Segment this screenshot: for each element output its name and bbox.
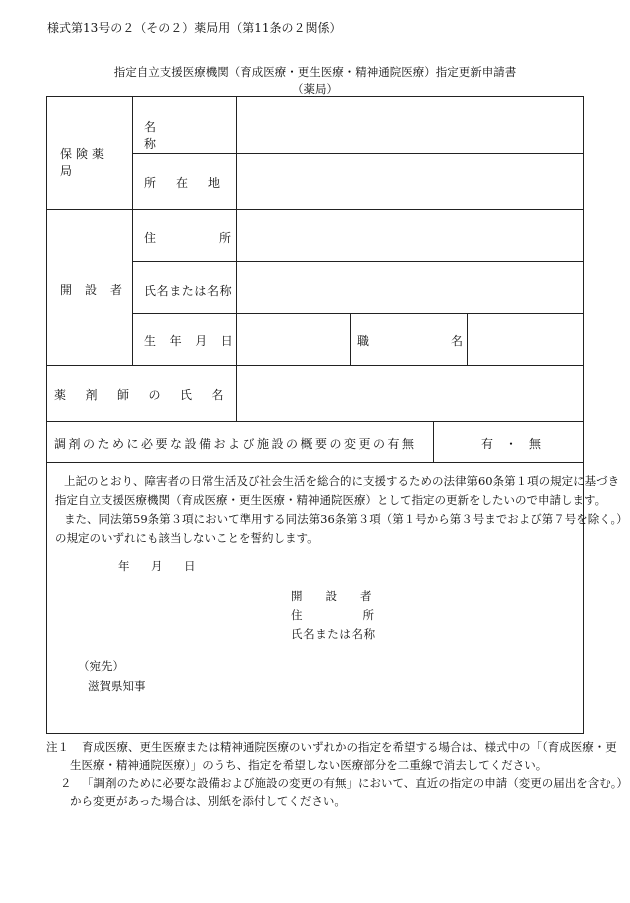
note-marker: ２: [60, 776, 72, 790]
note-line: 「調剤のために必要な設備および施設の変更の有無」において、直近の指定の申請（変更の届出を含む。）: [82, 776, 629, 790]
founder-address-label: 住所: [144, 231, 295, 245]
form-number: 様式第13号の２（その２）薬局用（第11条の２関係）: [47, 21, 342, 35]
founder-occupation-label: 職名: [357, 334, 546, 348]
pharmacist-name-field[interactable]: [237, 366, 583, 421]
addressee-label: （宛先）: [78, 659, 124, 673]
founder-dob-field[interactable]: [237, 314, 350, 365]
founder-name-label: 氏名または名称: [144, 284, 233, 298]
pharmacy-name-label: 名称: [144, 120, 208, 151]
col-divider: [132, 96, 133, 365]
pharmacy-name-field[interactable]: [237, 97, 583, 153]
col-divider: [350, 313, 351, 365]
declaration-line: また、同法第59条第３項において準用する同法第36条第３項（第１号から第３号までおよび第７号を除く。）: [64, 512, 628, 526]
note-line: から変更があった場合は、別紙を添付してください。: [70, 794, 346, 808]
declaration-line: 指定自立支援医療機関（育成医療・更生医療・精神通院医療）として指定の更新をしたいので申請します。: [55, 493, 607, 507]
sign-name-label: 氏名または名称: [291, 627, 376, 641]
sign-founder-label: 開設者: [291, 589, 395, 603]
note-marker: 注１: [46, 740, 69, 754]
pharmacist-name-label: 薬剤師の氏名: [54, 388, 244, 402]
sign-address-label: 住所: [291, 608, 434, 622]
pharmacy-location-label: 所在地: [144, 176, 241, 190]
row-divider: [46, 462, 584, 463]
date-line: 年 月 日: [118, 559, 201, 573]
declaration-line: の規定のいずれにも該当しないことを誓約します。: [55, 531, 319, 545]
pharmacy-location-field[interactable]: [237, 154, 583, 209]
facility-change-choice[interactable]: 有・無: [481, 437, 554, 451]
founder-dob-label: 生年月日: [144, 334, 247, 348]
pharmacy-group-label: 保険薬局: [60, 147, 109, 178]
facility-change-label: 調剤のために必要な設備および施設の概要の変更の有無: [54, 437, 417, 451]
founder-group-label: 開設者: [60, 283, 136, 297]
founder-name-field[interactable]: [237, 262, 583, 313]
founder-occupation-field[interactable]: [468, 314, 583, 365]
declaration-line: 上記のとおり、障害者の日常生活及び社会生活を総合的に支援するための法律第60条第１項の規定に基づき: [64, 474, 620, 488]
note-line: 育成医療、更生医療または精神通院医療のいずれかの指定を希望する場合は、様式中の「（育成医療・更: [82, 740, 617, 754]
col-divider: [433, 421, 434, 462]
form-subtitle: （薬局）: [292, 82, 338, 96]
note-line: 生医療・精神通院医療）」のうち、指定を希望しない医療部分を二重線で消去してください。: [70, 758, 548, 772]
row-divider: [46, 421, 584, 422]
addressee: 滋賀県知事: [88, 679, 146, 693]
form-title: 指定自立支援医療機関（育成医療・更生医療・精神通院医療）指定更新申請書: [113, 65, 517, 79]
founder-address-field[interactable]: [237, 210, 583, 261]
